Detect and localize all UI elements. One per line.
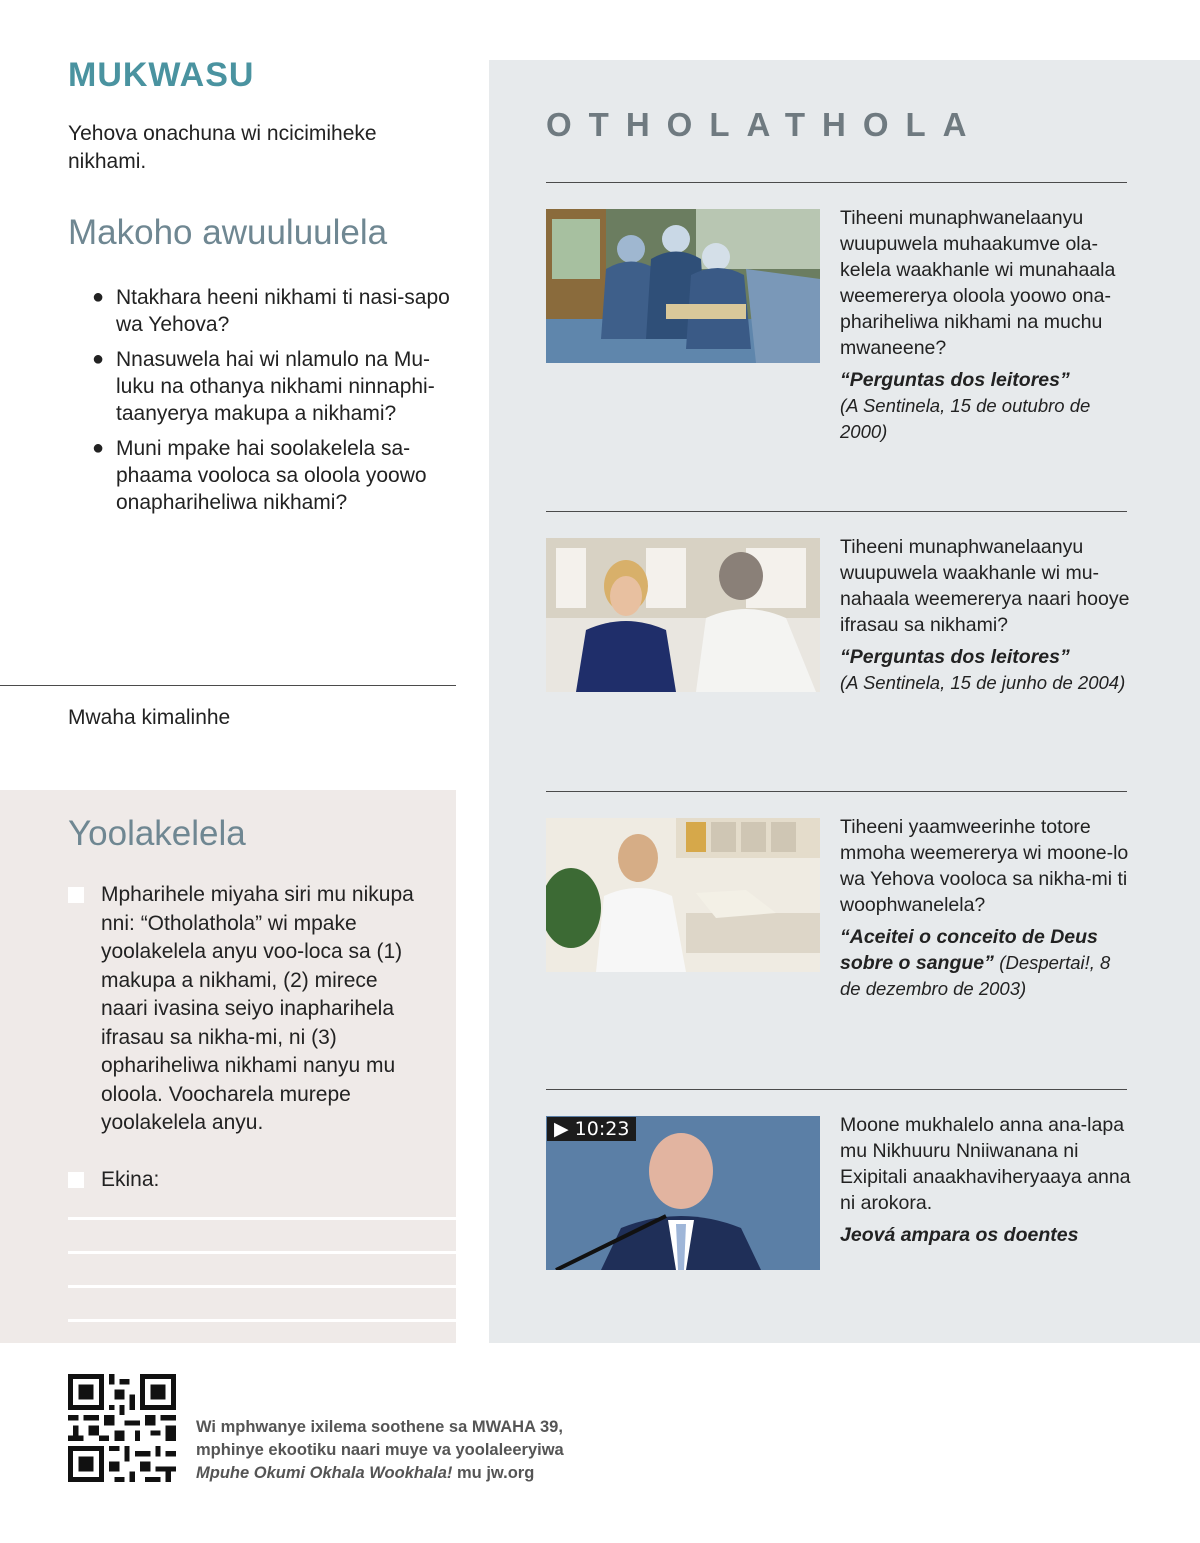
research-question: Moone mukhalelo anna ana-lapa mu Nikhuuru Nniiwanana ni Exipitali anaakhaviheryaaya anna ni arokora. <box>840 1114 1131 1214</box>
summary-text: Yehova onachuna wi ncicimiheke nikhami. <box>68 122 377 173</box>
reference-source: (Despertai!, 8 de dezembro de 2003) <box>840 952 1111 999</box>
goal-item[interactable]: Mpharihele miyaha siri mu nikupa nni: “Otholathola” wi mpake yoolakelela anyu voo-loca sa (1) makupa a nikhami, (2) mirece naari ivasina seiyo inapharihela ifrasau sa nikha-mi, ni (3) ophariheliwa nikhami nanyu mu oloola. Voocharela murepe yoolakelela anyu. <box>68 881 428 1138</box>
video-title[interactable]: Jeová ampara os doentes <box>840 1224 1079 1246</box>
reference[interactable] <box>840 1222 1132 1248</box>
divider <box>546 511 1127 512</box>
research-question: Tiheeni munaphwanelaanyu wuupuwela muhaakumve ola-kelela waakhanle wi munahaala weemererya oloola yoowo ona-phariheliwa nikhami na muchu mwaneene? <box>840 207 1116 359</box>
write-line[interactable] <box>68 1251 456 1254</box>
research-heading: OTHOLATHOLA <box>546 106 984 143</box>
reference[interactable] <box>840 367 1132 445</box>
doctor-at-desk-photo[interactable] <box>546 818 820 972</box>
research-question: Tiheeni munaphwanelaanyu wuupuwela waakhanle wi mu-nahaala weemererya naari hooye ifrasau sa nikhami? <box>840 536 1130 636</box>
checkbox-icon[interactable] <box>68 1172 84 1188</box>
reference-source: (A Sentinela, 15 de junho de 2004) <box>840 672 1126 693</box>
reference[interactable] <box>840 644 1132 696</box>
reference[interactable] <box>840 924 1132 1002</box>
video-duration-badge: ▶ 10:23 <box>547 1117 636 1141</box>
review-question-list <box>90 284 460 524</box>
research-entry <box>840 534 1132 696</box>
surgery-photo[interactable] <box>546 209 820 363</box>
divider <box>546 182 1127 183</box>
research-question: Tiheeni yaamweerinhe totore mmoha weemererya wi moone-lo wa Yehova vooloca sa nikha-mi ti woophwanelela? <box>840 816 1129 916</box>
reference-title[interactable]: “Aceitei o conceito de Deus sobre o sangue” <box>840 926 1098 974</box>
divider <box>546 791 1127 792</box>
bullet-icon: ● <box>92 348 105 370</box>
checkbox-icon[interactable] <box>68 887 84 903</box>
website-link[interactable]: mu jw.org <box>457 1464 535 1482</box>
doctor-consultation-photo[interactable] <box>546 538 820 692</box>
review-question: ● Ntakhara heeni nikhami ti nasi-sapo wa Yehova? <box>92 286 450 336</box>
goal-item-other[interactable]: Ekina: <box>68 1166 428 1195</box>
research-entry <box>840 1112 1132 1248</box>
divider <box>546 1089 1127 1090</box>
research-entry <box>840 814 1132 1002</box>
divider <box>0 685 456 686</box>
reference-title[interactable]: “Perguntas dos leitores” <box>840 369 1070 391</box>
reference-title[interactable]: “Perguntas dos leitores” <box>840 646 1070 668</box>
review-question: ● Nnasuwela hai wi nlamulo na Mu-luku na othanya nikhami ninnaphi-taanyerya makupa a nikhami? <box>92 348 435 425</box>
year-label: Mwaha kimalinhe <box>68 706 231 729</box>
write-line[interactable] <box>68 1319 456 1322</box>
summary-heading: MUKWASU <box>68 56 255 94</box>
bullet-icon: ● <box>92 286 105 308</box>
review-question: ● Muni mpake hai soolakelela sa-phaama vooloca sa oloola yoowo onaphariheliwa nikhami? <box>92 437 427 514</box>
bullet-icon: ● <box>92 437 105 459</box>
footer-text: Wi mphwanye ixilema soothene sa MWAHA 39, mphinye ekootiku naari muye va yoolaleeryiwa Mpuhe Okumi Okhala Wookhala! mu jw.org <box>196 1418 564 1482</box>
publication-title[interactable]: Mpuhe Okumi Okhala Wookhala! <box>196 1464 453 1482</box>
research-entry <box>840 205 1132 445</box>
write-line[interactable] <box>68 1217 456 1220</box>
review-heading: Makoho awuuluulela <box>68 213 388 252</box>
qr-code-icon[interactable] <box>68 1374 176 1482</box>
reference-source: (A Sentinela, 15 de outubro de 2000) <box>840 395 1091 442</box>
write-line[interactable] <box>68 1285 456 1288</box>
goals-heading: Yoolakelela <box>68 814 246 853</box>
